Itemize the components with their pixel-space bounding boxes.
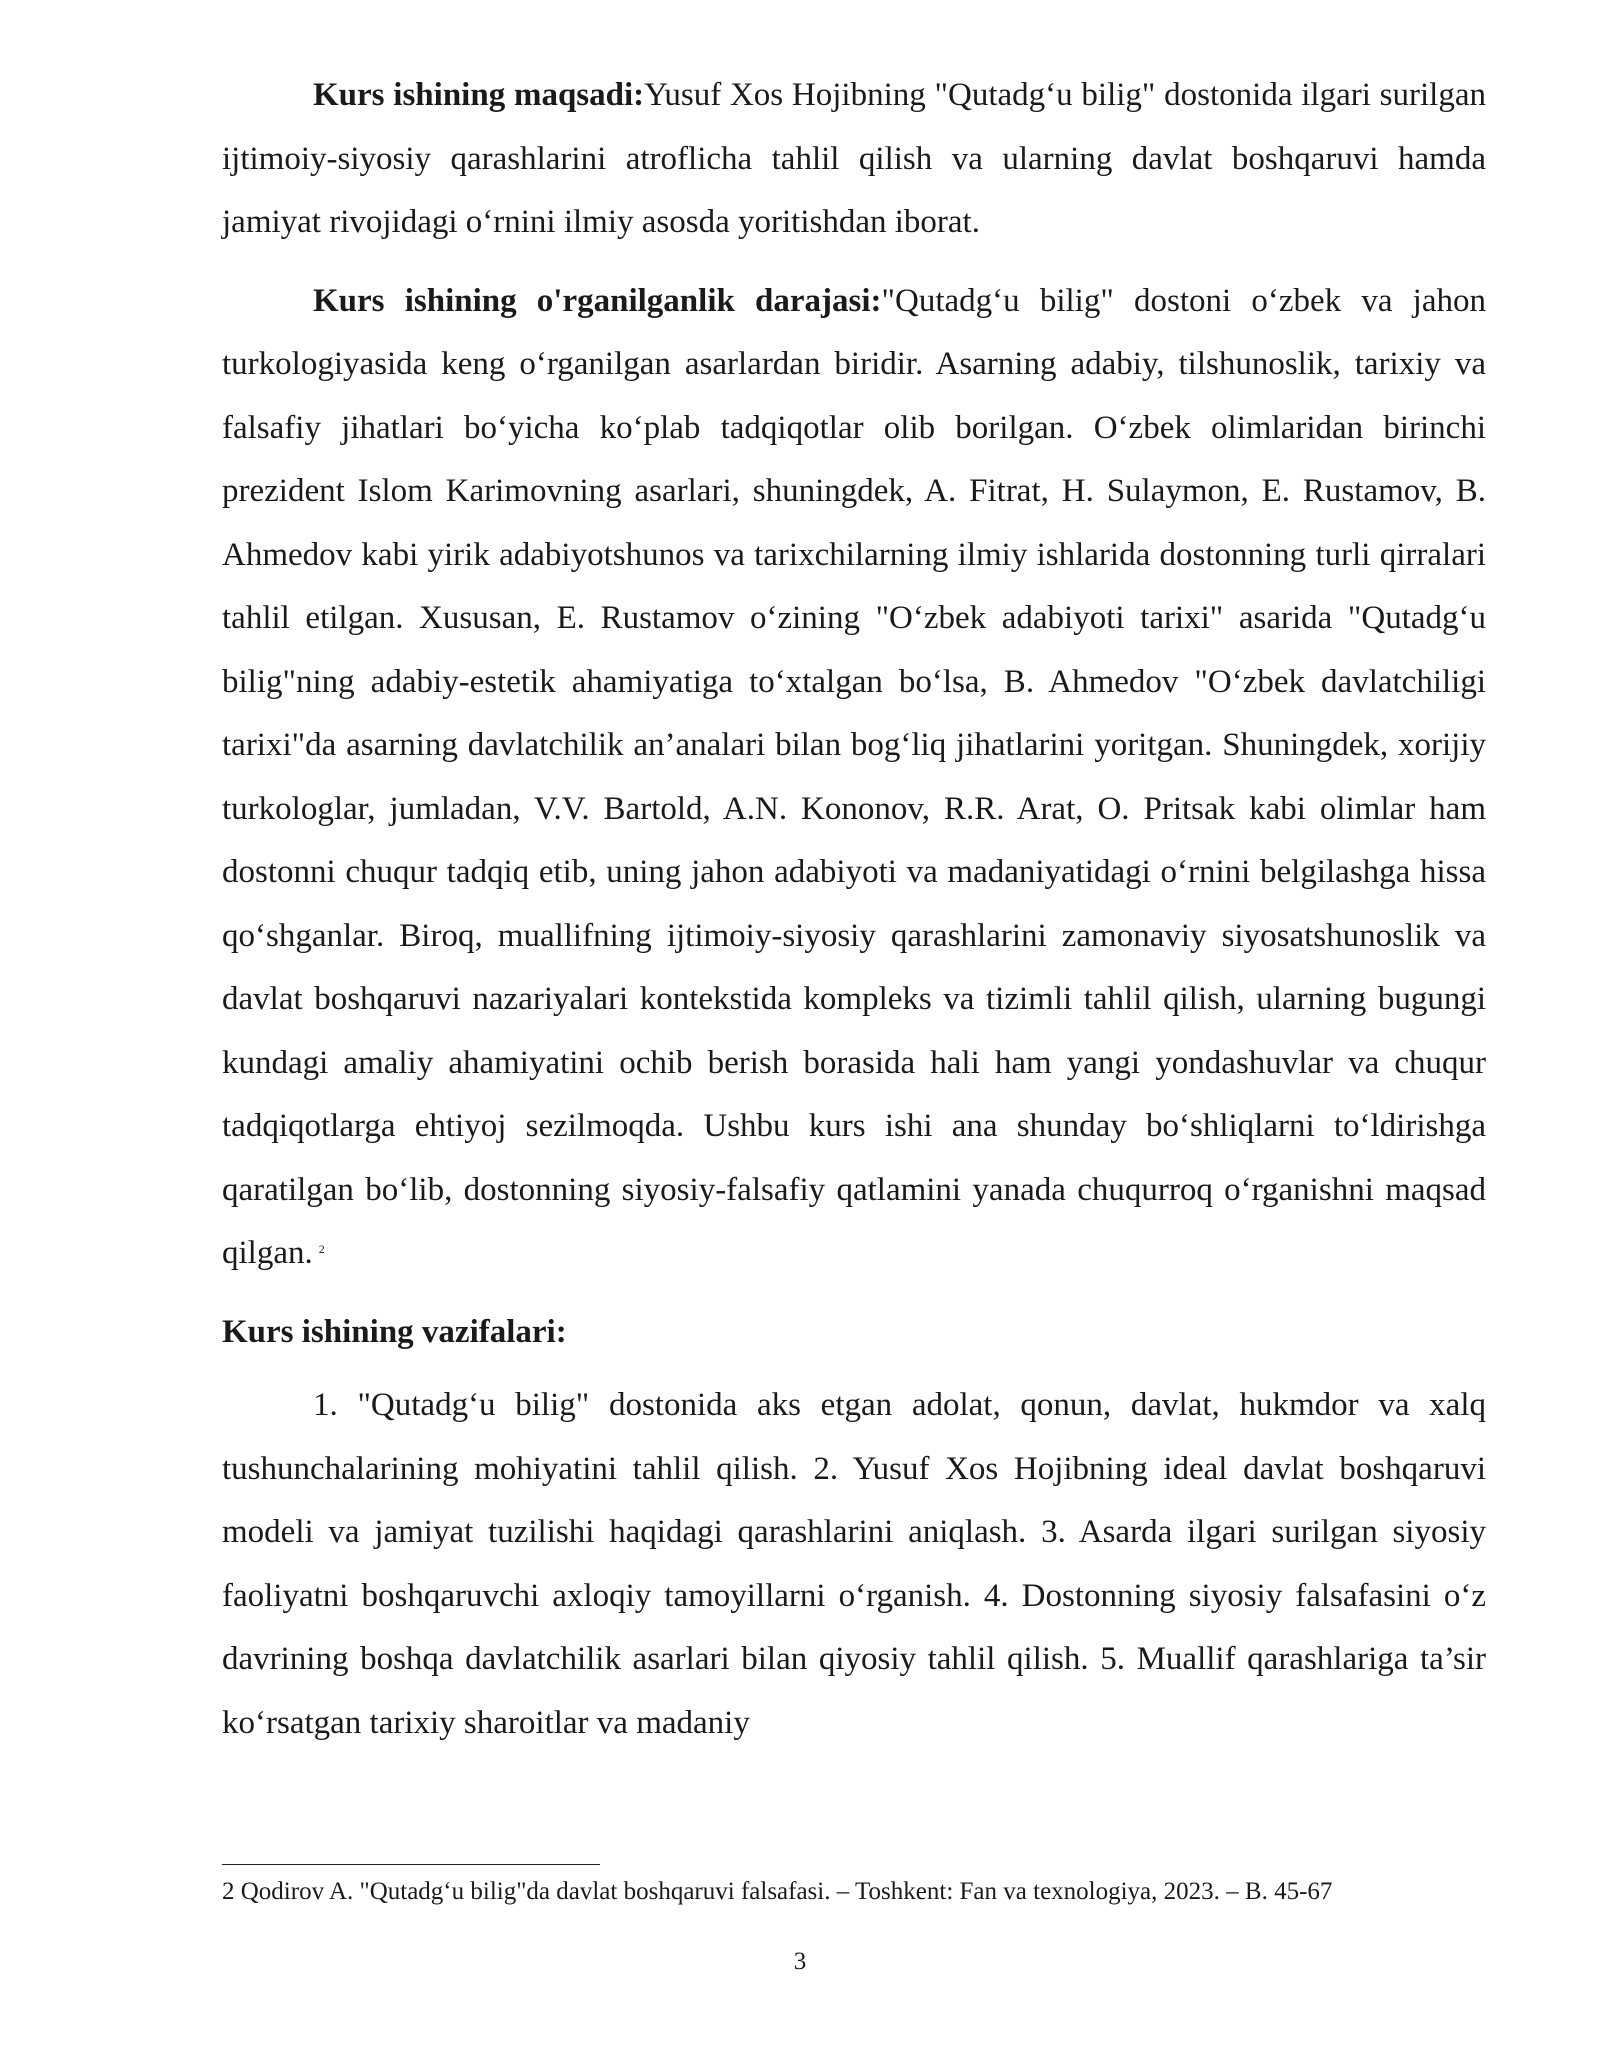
purpose-heading: Kurs ishining maqsadi: (313, 77, 645, 113)
paragraph-study-level (222, 270, 1486, 1286)
tasks-text: 1. "Qutadg‘u bilig" dostonida aks etgan adolat, qonun, davlat, hukmdor va xalq tushunchalarining mohiyatini tahlil qilish. 2. Yusuf Xos Hojibning ideal davlat boshqaruvi modeli va jamiyat tuzilishi haqidagi qarashlarini aniqlash. 3. Asarda ilgari surilgan siyosiy faoliyatni boshqaruvchi axloqiy tamoyillarni o‘rganish. 4. Dostonning siyosiy falsafasini o‘z davrining boshqa davlatchilik asarlari bilan qiyosiy tahlil qilish. 5. Muallif qarashlariga ta’sir ko‘rsatgan tarixiy sharoitlar va madaniy (222, 1387, 1486, 1741)
page-number: 3 (793, 1948, 807, 1975)
document-body (222, 64, 1486, 1755)
footnote: 2 Qodirov A. "Qutadg‘u bilig"da davlat boshqaruvi falsafasi. – Toshkent: Fan va texnologiya, 2023. – B. 45-67 (222, 1878, 1333, 1905)
study-level-text: "Qutadg‘u bilig" dostoni o‘zbek va jahon turkologiyasida keng o‘rganilgan asarlardan biridir. Asarning adabiy, tilshunoslik, tarixiy va falsafiy jihatlari bo‘yicha ko‘plab tadqiqotlar olib borilgan. O‘zbek olimlaridan birinchi prezident Islom Karimovning asarlari, shuningdek, A. Fitrat, H. Sulaymon, E. Rustamov, B. Ahmedov kabi yirik adabiyotshunos va tarixchilarning ilmiy ishlarida dostonning turli qirralari tahlil etilgan. Xususan, E. Rustamov o‘zining "O‘zbek adabiyoti tarixi" asarida "Qutadg‘u bilig"ning adabiy-estetik ahamiyatiga to‘xtalgan bo‘lsa, B. Ahmedov "O‘zbek davlatchiligi tarixi"da asarning davlatchilik an’analari bilan bog‘liq jihatlarini yoritgan. Shuningdek, xorijiy turkologlar, jumladan, V.V. Bartold, A.N. Kononov, R.R. Arat, O. Pritsak kabi olimlar ham dostonni chuqur tadqiq etib, uning jahon adabiyoti va madaniyatidagi o‘rnini belgilashga hissa qo‘shganlar. Biroq, muallifning ijtimoiy-siyosiy qarashlarini zamonaviy siyosatshunoslik va davlat boshqaruvi nazariyalari kontekstida kompleks va tizimli tahlil qilish, ularning bugungi kundagi amaliy ahamiyatini ochib berish borasida hali ham yangi yondashuvlar va chuqur tadqiqotlarga ehtiyoj sezilmoqda. Ushbu kurs ishi ana shunday bo‘shliqlarni to‘ldirishga qaratilgan bo‘lib, dostonning siyosiy-falsafiy qatlamini yanada chuqurroq o‘rganishni maqsad qilgan. (222, 282, 1486, 1271)
footnote-reference[interactable]: 2 (318, 1242, 325, 1256)
paragraph-tasks (222, 1374, 1486, 1755)
paragraph-purpose (222, 64, 1486, 255)
tasks-heading: Kurs ishining vazifalari: (222, 1313, 567, 1350)
study-level-heading: Kurs ishining o'rganilganlik darajasi: (313, 282, 882, 319)
purpose-text: Yusuf Xos Hojibning "Qutadg‘u bilig" dostonida ilgari surilgan ijtimoiy-siyosiy qarashlarini atroflicha tahlil qilish va ularning davlat boshqaruvi hamda jamiyat rivojidagi o‘rnini ilmiy asosda yoritishdan iborat. (222, 77, 1486, 240)
footnote-separator (222, 1864, 600, 1865)
